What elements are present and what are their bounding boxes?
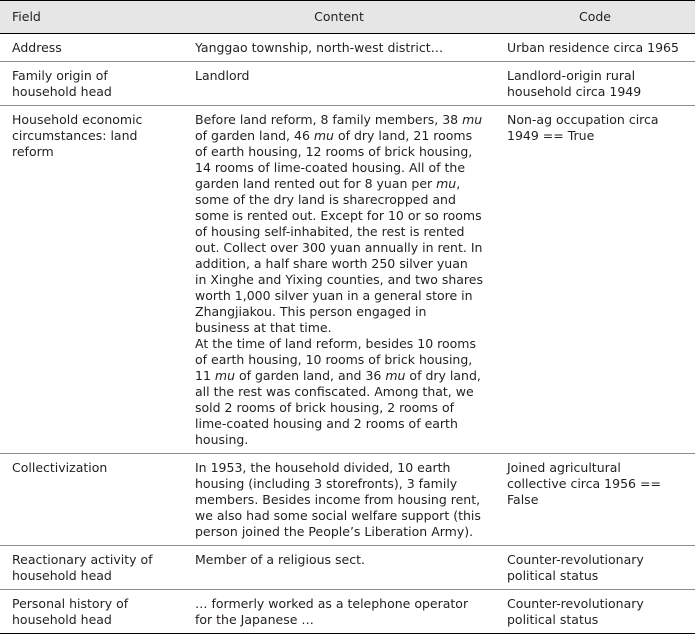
table-row xyxy=(0,106,695,454)
code-cell: Urban residence circa 1965 xyxy=(495,34,695,62)
code-cell: Counter-revolutionary political status xyxy=(495,590,695,634)
content-cell xyxy=(183,62,495,106)
code-cell: Non-ag occupation circa 1949 == True xyxy=(495,106,695,454)
table-row xyxy=(0,546,695,590)
code-cell: Landlord-origin rural household circa 1949 xyxy=(495,62,695,106)
content-paragraph: Yanggao township, north-west district… xyxy=(195,40,444,55)
content-cell xyxy=(183,454,495,546)
content-cell xyxy=(183,106,495,454)
table-row xyxy=(0,590,695,634)
content-paragraph: Before land reform, 8 family members, 38 mu of garden land, 46 mu of dry land, 21 rooms of earth housing, 12 rooms of brick housing, 14 rooms of lime-coated housing. All of the garden land rented out for 8 yuan per mu, some of the dry land is sharecropped and some is rented out. Except for 10 or so rooms of housing self-inhabited, the rest is rented out. Collect over 300 yuan annually in rent. In addition, a half share worth 250 silver yuan in Xinghe and Yixing counties, and two shares worth 1,000 silver yuan in a general store in Zhangjiakou. This person engaged in business at that time. xyxy=(195,112,483,335)
header-row xyxy=(0,1,695,34)
field-cell: Address xyxy=(0,34,183,62)
column-header-field: Field xyxy=(0,1,183,34)
field-cell: Household economic circumstances: land reform xyxy=(0,106,183,454)
table-row xyxy=(0,34,695,62)
content-cell xyxy=(183,590,495,634)
table-row xyxy=(0,62,695,106)
code-cell: Joined agricultural collective circa 1956 == False xyxy=(495,454,695,546)
field-cell: Personal history of household head xyxy=(0,590,183,634)
content-paragraph: At the time of land reform, besides 10 rooms of earth housing, 10 rooms of brick housing, 11 mu of garden land, and 36 mu of dry land, all the rest was confiscated. Among that, we sold 2 rooms of brick housing, 2 rooms of lime-coated housing and 2 rooms of earth housing. xyxy=(195,336,481,447)
content-paragraph: Member of a religious sect. xyxy=(195,552,365,567)
column-header-code: Code xyxy=(495,1,695,34)
code-cell: Counter-revolutionary political status xyxy=(495,546,695,590)
content-paragraph: Landlord xyxy=(195,68,250,83)
table-row xyxy=(0,454,695,546)
column-header-content: Content xyxy=(183,1,495,34)
content-paragraph: … formerly worked as a telephone operator for the Japanese … xyxy=(195,596,469,627)
content-cell xyxy=(183,34,495,62)
content-paragraph: In 1953, the household divided, 10 earth housing (including 3 storefronts), 3 family members. Besides income from housing rent, we also had some social welfare support (this person joined the People’s Liberation Army). xyxy=(195,460,481,539)
field-cell: Family origin of household head xyxy=(0,62,183,106)
field-cell: Reactionary activity of household head xyxy=(0,546,183,590)
field-cell: Collectivization xyxy=(0,454,183,546)
content-cell xyxy=(183,546,495,590)
